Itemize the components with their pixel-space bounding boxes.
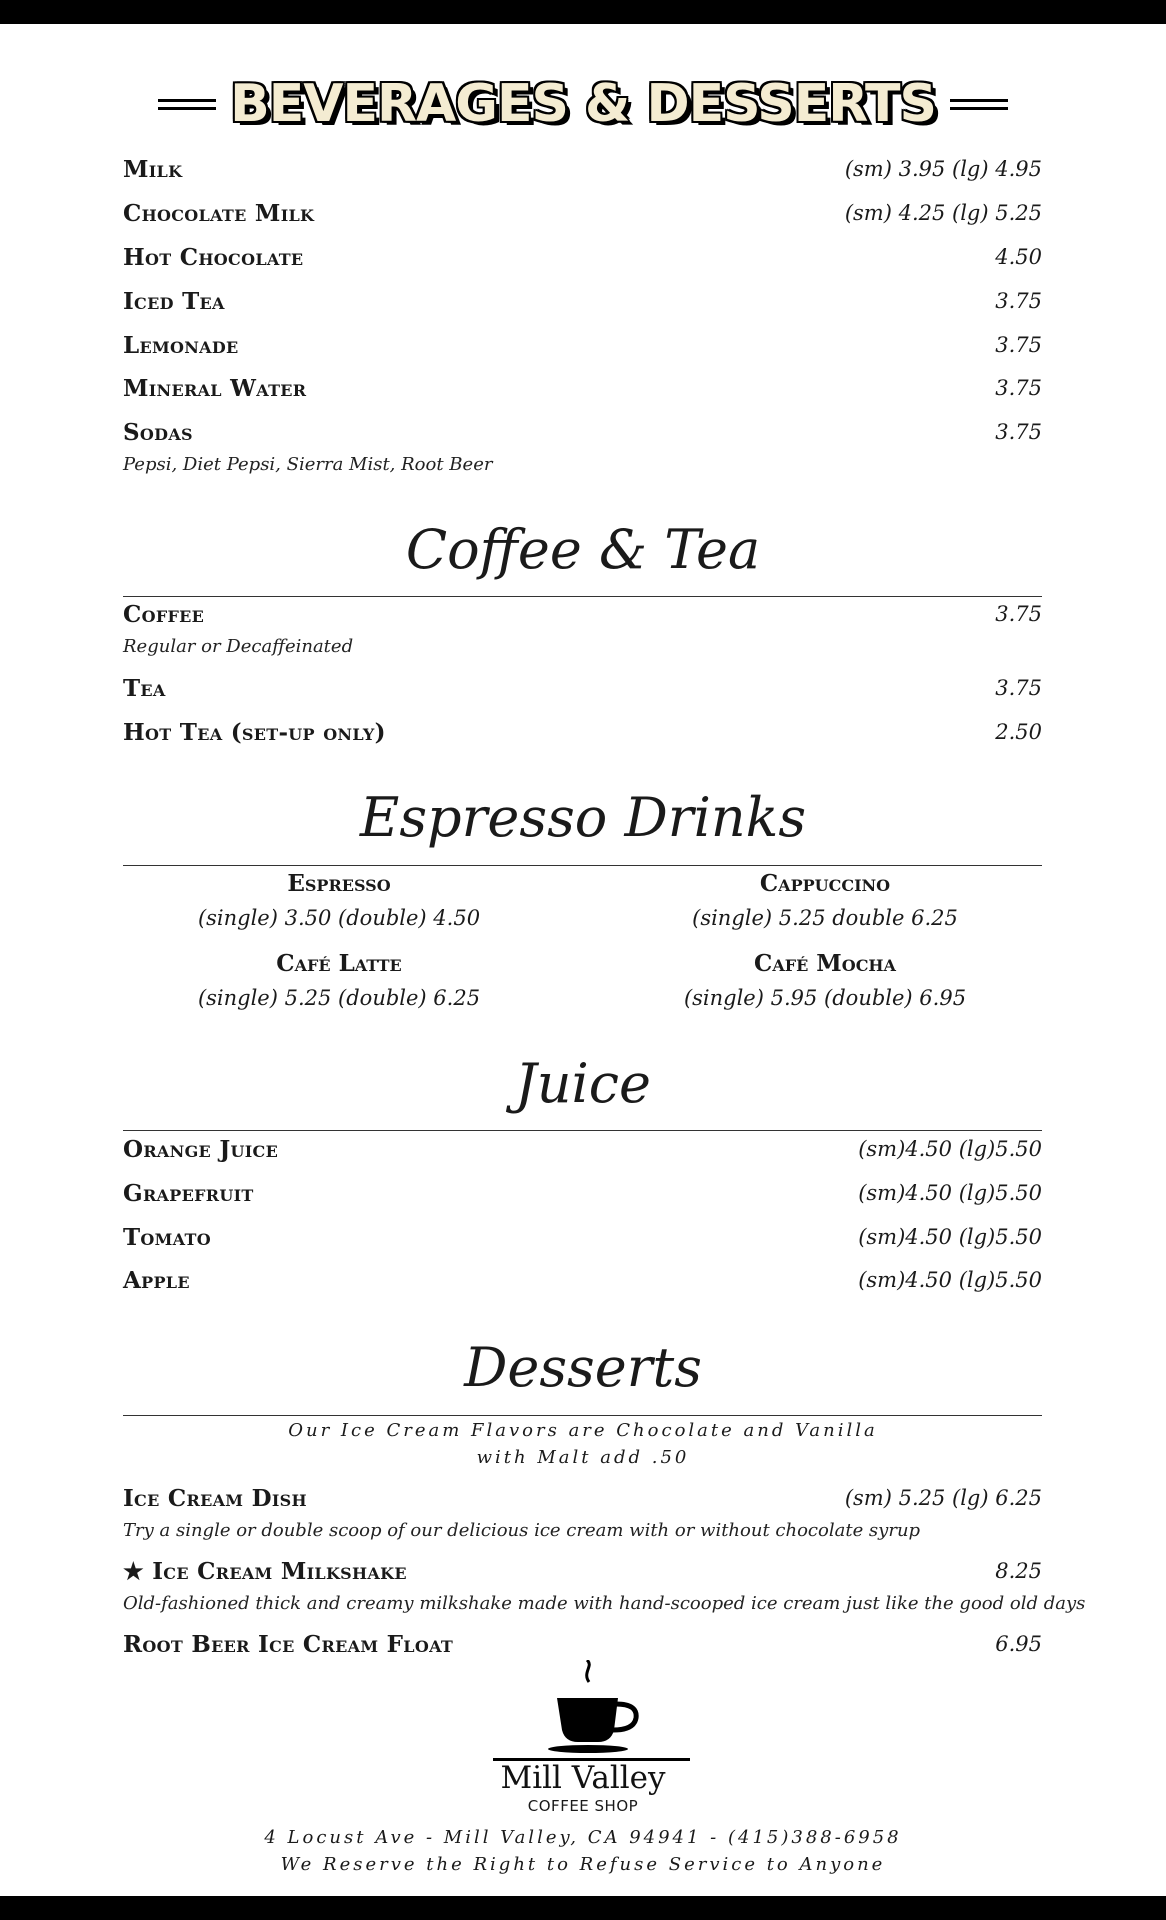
dessert-note-line2: with Malt add .50 (476, 1447, 690, 1468)
menu-item-name: Sodas (123, 419, 193, 446)
menu-item-description: Regular or Decaffeinated (123, 636, 354, 657)
title-rule-right (950, 99, 1008, 110)
title-rule-left (158, 99, 216, 110)
menu-item-price: (sm) 4.25 (lg) 5.25 (844, 201, 1042, 225)
menu-item-price: (sm) 3.95 (lg) 4.95 (844, 157, 1042, 181)
menu-item-name: Ice Cream Dish (123, 1485, 307, 1512)
menu-item-name: Hot Chocolate (123, 244, 304, 271)
menu-item-name: Tea (123, 675, 166, 702)
bottom-border (0, 1896, 1166, 1920)
section-divider (123, 596, 1042, 597)
espresso-item-price: (single) 5.25 (double) 6.25 (197, 986, 481, 1010)
menu-item-price: (sm)4.50 (lg)5.50 (858, 1137, 1042, 1161)
menu-item-price: 8.25 (995, 1559, 1042, 1583)
menu-item-name: Milk (123, 156, 183, 183)
espresso-item-name: Espresso (287, 870, 391, 897)
menu-item-price: 2.50 (995, 720, 1042, 744)
menu-item-price: 3.75 (995, 676, 1042, 700)
menu-item-name: Apple (123, 1267, 190, 1294)
menu-item-name: Lemonade (123, 332, 239, 359)
dessert-note-line1: Our Ice Cream Flavors are Chocolate and Vanilla (288, 1420, 878, 1441)
menu-title-text: BEVERAGES & DESSERTS (230, 74, 936, 134)
section-title-juice: Juice (515, 1052, 651, 1115)
section-title-coffee-tea: Coffee & Tea (405, 518, 761, 581)
espresso-item-name: Cappuccino (759, 870, 891, 897)
coffee-cup-icon (490, 1660, 690, 1820)
menu-item-name: Root Beer Ice Cream Float (123, 1631, 454, 1658)
menu-item-name: Hot Tea (set-up only) (123, 719, 386, 746)
section-title-desserts: Desserts (464, 1336, 702, 1399)
menu-item-price: 3.75 (995, 333, 1042, 357)
menu-item-price: (sm)4.50 (lg)5.50 (858, 1268, 1042, 1292)
menu-item-price: 4.50 (995, 245, 1042, 269)
menu-item-price: 3.75 (995, 420, 1042, 444)
menu-title (0, 74, 1166, 134)
menu-item-description: Old-fashioned thick and creamy milkshake made with hand-scooped ice cream just like the good old days (123, 1593, 1086, 1614)
menu-item-name: Coffee (123, 601, 205, 628)
menu-item-description: Pepsi, Diet Pepsi, Sierra Mist, Root Beer (123, 454, 493, 475)
section-divider (123, 865, 1042, 866)
menu-item-price: (sm)4.50 (lg)5.50 (858, 1181, 1042, 1205)
menu-item-name: Mineral Water (123, 375, 307, 402)
menu-item-name-featured (123, 1558, 407, 1585)
menu-item-name: Chocolate Milk (123, 200, 315, 227)
menu-item-price: 6.95 (995, 1632, 1042, 1656)
espresso-item-price: (single) 5.95 (double) 6.95 (683, 986, 967, 1010)
footer-address: 4 Locust Ave - Mill Valley, CA 94941 - (415)388-6958 (264, 1827, 902, 1848)
menu-item-price: (sm) 5.25 (lg) 6.25 (844, 1486, 1042, 1510)
espresso-item-price: (single) 3.50 (double) 4.50 (197, 906, 481, 930)
espresso-item-name: Café Latte (276, 950, 402, 977)
star-icon: ★ (123, 1558, 144, 1585)
menu-item-name: Iced Tea (123, 288, 225, 315)
menu-item-name-text: Ice Cream Milkshake (152, 1558, 407, 1585)
menu-item-name: Tomato (123, 1224, 211, 1251)
menu-item-name: Orange Juice (123, 1136, 279, 1163)
menu-item-price: 3.75 (995, 602, 1042, 626)
section-title-espresso: Espresso Drinks (359, 786, 807, 849)
menu-item-name: Grapefruit (123, 1180, 254, 1207)
top-border (0, 0, 1166, 24)
menu-item-price: 3.75 (995, 289, 1042, 313)
logo-subtitle: COFFEE SHOP (527, 1797, 639, 1815)
menu-item-price: 3.75 (995, 376, 1042, 400)
footer-notice: We Reserve the Right to Refuse Service to Anyone (280, 1854, 886, 1875)
espresso-item-name: Café Mocha (754, 950, 896, 977)
section-divider (123, 1415, 1042, 1416)
menu-item-price: (sm)4.50 (lg)5.50 (858, 1225, 1042, 1249)
logo-name: Mill Valley (500, 1760, 666, 1796)
espresso-item-price: (single) 5.25 double 6.25 (692, 906, 958, 930)
menu-item-description: Try a single or double scoop of our delicious ice cream with or without chocolate syrup (123, 1520, 921, 1541)
section-divider (123, 1130, 1042, 1131)
